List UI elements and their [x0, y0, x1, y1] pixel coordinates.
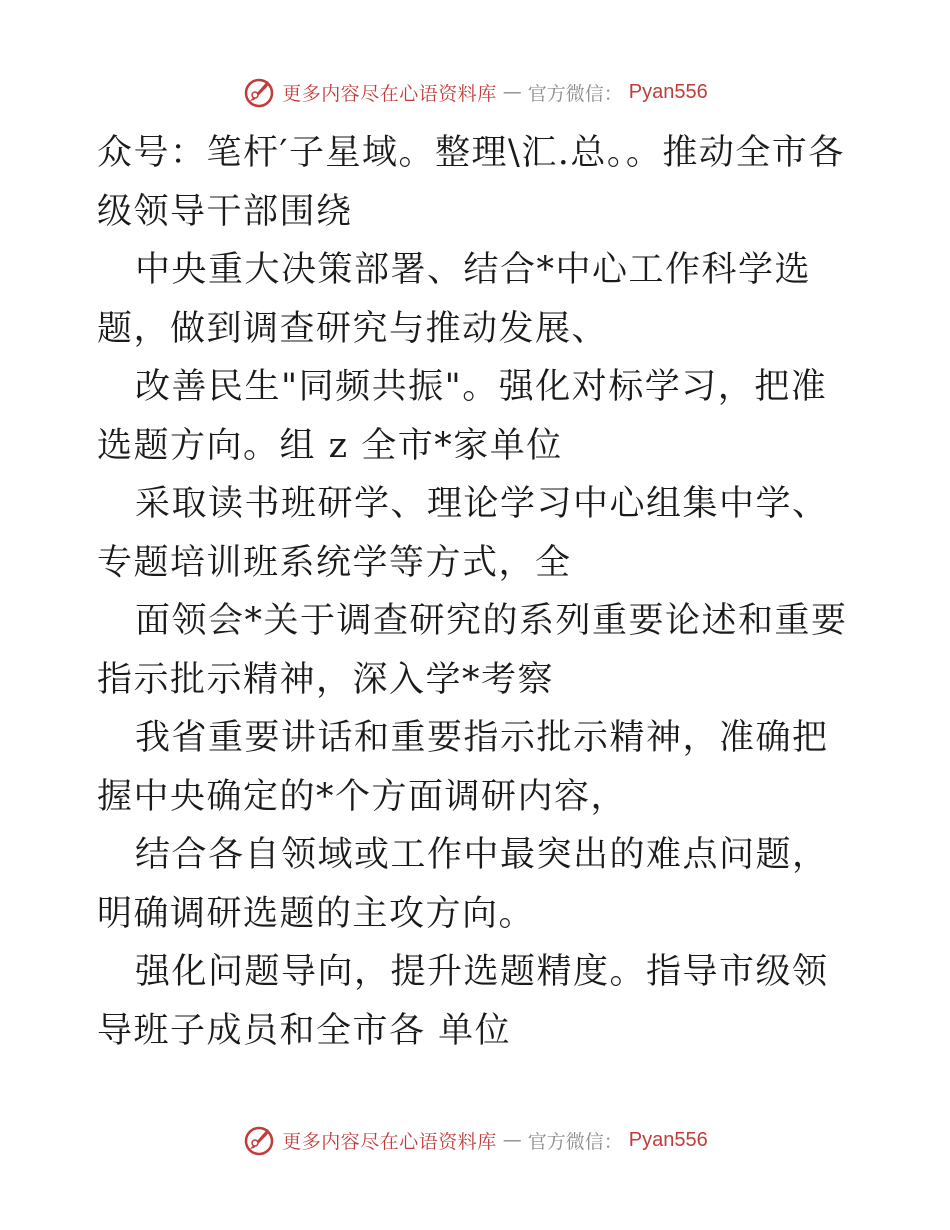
watermark-dash: —	[502, 81, 522, 103]
watermark-brand-text: 更多内容尽在心语资料库	[282, 82, 497, 105]
watermark-wechat-id: Pyan556	[628, 80, 708, 103]
quill-pen-logo-icon	[242, 1123, 276, 1157]
watermark-official-label: 官方微信：	[527, 82, 623, 105]
paragraph: 众号：笔杆′子星域。整理\汇.总。。推动全市各级领导干部围绕	[97, 133, 845, 232]
paragraph: 我省重要讲话和重要指示批示精神，准确把握中央确定的*个方面调研内容，	[97, 718, 829, 817]
paragraph: 采取读书班研学、理论学习中心组集中学、专题培训班系统学等方式，全	[97, 484, 829, 583]
paragraph: 改善民生"同频共振"。强化对标学习，把准选题方向。组 z 全市*家单位	[97, 367, 828, 466]
quill-pen-logo-icon	[242, 75, 276, 109]
document-body	[97, 124, 862, 1060]
paragraph: 中央重大决策部署、结合*中心工作科学选题，做到调查研究与推动发展、	[97, 250, 812, 349]
watermark-brand-text: 更多内容尽在心语资料库	[282, 1130, 497, 1153]
paragraph: 强化问题导向，提升选题精度。指导市级领导班子成员和全市各 单位	[97, 952, 829, 1051]
watermark-dash: —	[502, 1129, 522, 1151]
watermark-official-label: 官方微信：	[527, 1130, 623, 1153]
footer-watermark	[0, 1120, 950, 1160]
watermark-wechat-id: Pyan556	[628, 1128, 708, 1151]
header-watermark	[0, 72, 950, 112]
paragraph: 面领会*关于调查研究的系列重要论述和重要指示批示精神，深入学*考察	[97, 601, 848, 700]
paragraph: 结合各自领域或工作中最突出的难点问题，明确调研选题的主攻方向。	[97, 835, 829, 934]
